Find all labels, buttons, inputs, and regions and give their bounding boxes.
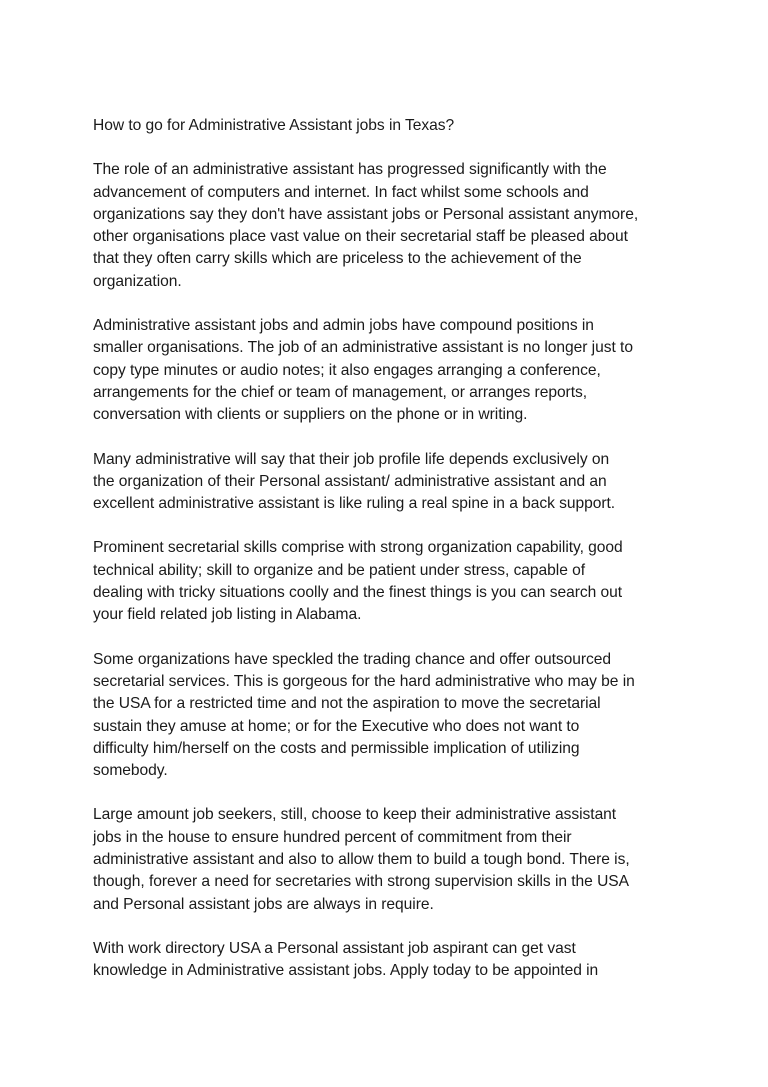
text-line: somebody. — [93, 762, 168, 780]
text-line: organizations say they don't have assistant jobs or Personal assistant anymore, — [93, 205, 639, 223]
text-line: knowledge in Administrative assistant jobs. Apply today to be appointed in — [93, 962, 599, 980]
text-line: Administrative assistant jobs and admin jobs have compound positions in — [93, 317, 594, 335]
text-line: secretarial services. This is gorgeous for the hard administrative who may be in — [93, 672, 635, 690]
paragraph — [93, 449, 683, 516]
text-line: excellent administrative assistant is like ruling a real spine in a back support. — [93, 495, 616, 513]
text-line: sustain they amuse at home; or for the Executive who does not want to — [93, 717, 580, 735]
text-line: conversation with clients or suppliers on the phone or in writing. — [93, 406, 528, 424]
text-line: Prominent secretarial skills comprise with strong organization capability, good — [93, 539, 623, 557]
paragraph — [93, 804, 683, 915]
text-line: your field related job listing in Alabama. — [93, 606, 362, 624]
text-line: administrative assistant and also to allow them to build a tough bond. There is, — [93, 851, 630, 869]
text-line: other organisations place vast value on their secretarial staff be pleased about — [93, 228, 628, 246]
paragraph — [93, 159, 683, 293]
document-body — [93, 115, 683, 1005]
text-line: difficulty him/herself on the costs and permissible implication of utilizing — [93, 739, 580, 757]
paragraph — [93, 938, 683, 983]
text-line: dealing with tricky situations coolly and the finest things is you can search out — [93, 584, 623, 602]
text-line: arrangements for the chief or team of management, or arranges reports, — [93, 383, 588, 401]
document-title: How to go for Administrative Assistant jobs in Texas? — [93, 117, 455, 134]
paragraph — [93, 537, 683, 626]
text-line: smaller organisations. The job of an administrative assistant is no longer just to — [93, 339, 633, 357]
paragraph — [93, 649, 683, 783]
text-line: Large amount job seekers, still, choose to keep their administrative assistant — [93, 806, 617, 824]
text-line: the organization of their Personal assistant/ administrative assistant and an — [93, 472, 607, 490]
text-line: organization. — [93, 272, 182, 290]
text-line: Many administrative will say that their job profile life depends exclusively on — [93, 450, 610, 468]
paragraph-list — [93, 159, 683, 982]
text-line: though, forever a need for secretaries with strong supervision skills in the USA — [93, 873, 629, 891]
text-line: advancement of computers and internet. In fact whilst some schools and — [93, 183, 589, 201]
text-line: technical ability; skill to organize and be patient under stress, capable of — [93, 561, 586, 579]
text-line: the USA for a restricted time and not the aspiration to move the secretarial — [93, 695, 601, 713]
paragraph — [93, 315, 683, 426]
text-line: copy type minutes or audio notes; it also engages arranging a conference, — [93, 361, 601, 379]
text-line: jobs in the house to ensure hundred percent of commitment from their — [93, 828, 572, 846]
text-line: Some organizations have speckled the trading chance and offer outsourced — [93, 650, 611, 668]
text-line: that they often carry skills which are priceless to the achievement of the — [93, 250, 582, 268]
text-line: With work directory USA a Personal assistant job aspirant can get vast — [93, 939, 576, 957]
text-line: and Personal assistant jobs are always in require. — [93, 895, 434, 913]
text-line: The role of an administrative assistant has progressed significantly with the — [93, 161, 607, 179]
